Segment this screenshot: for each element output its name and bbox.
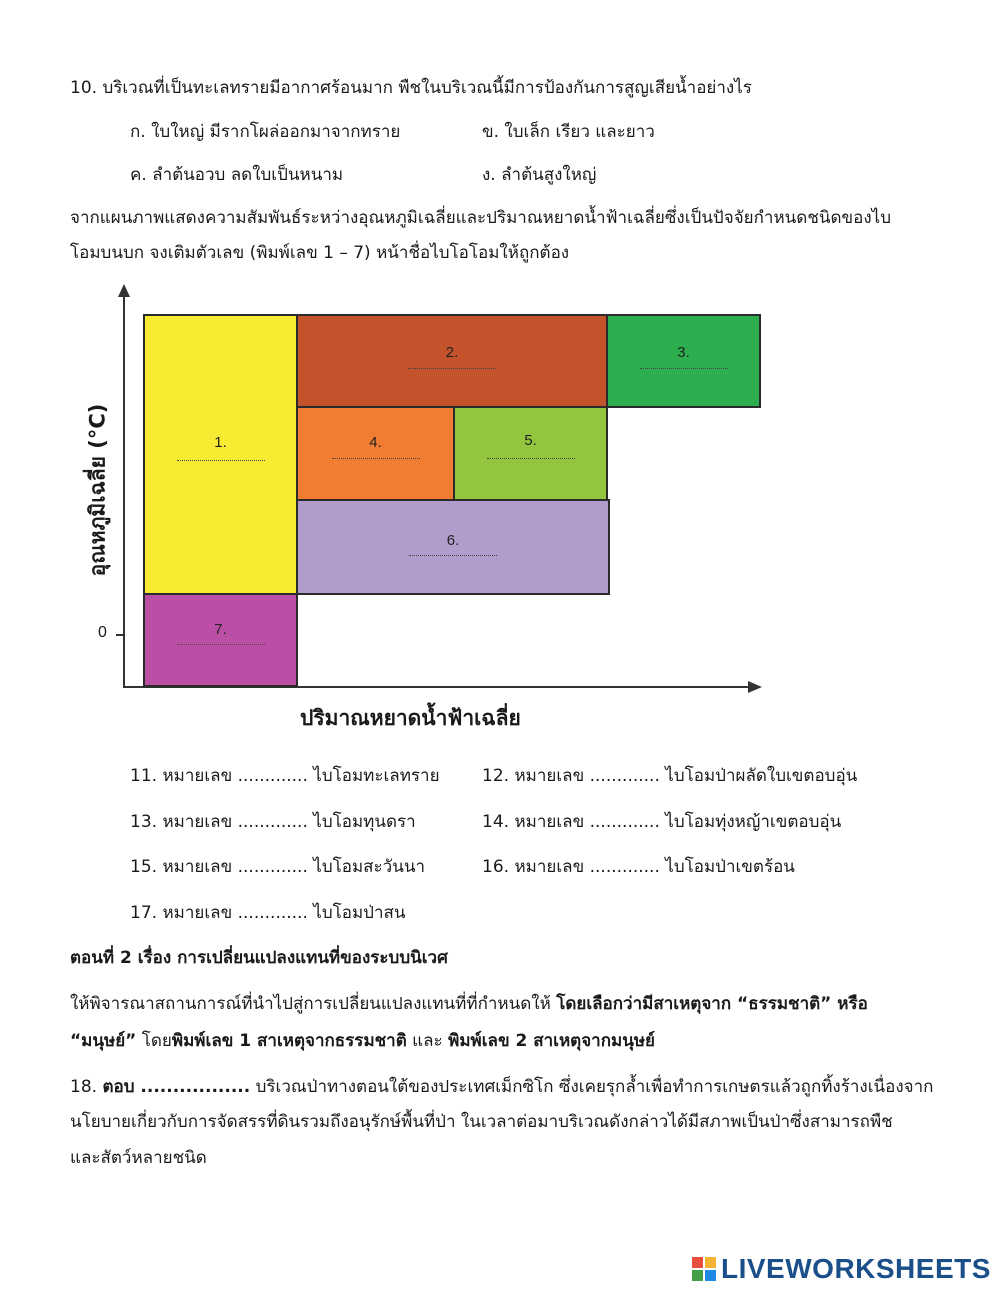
y-axis <box>123 294 125 687</box>
logo-square <box>705 1257 716 1268</box>
region-1-blank[interactable] <box>177 460 265 461</box>
brand-name: LIVEWORKSHEETS <box>721 1253 991 1284</box>
region-2 <box>296 314 608 408</box>
part-2-instruction-line-2 <box>70 1029 655 1053</box>
region-5-blank[interactable] <box>487 458 575 459</box>
region-4-label: 4. <box>369 434 382 451</box>
region-7-label: 7. <box>214 621 227 638</box>
region-1 <box>143 314 298 595</box>
x-axis-label: ปริมาณหยาดน้ำฟ้าเฉลี่ย <box>300 706 521 730</box>
biome-diagram <box>80 280 780 735</box>
logo-square <box>705 1270 716 1281</box>
instruction-text: และ <box>406 1031 449 1051</box>
region-3-blank[interactable] <box>640 368 728 369</box>
answer-11: 11. หมายเลข ............. ไบโอมทะเลทราย <box>130 766 440 786</box>
region-2-label: 2. <box>445 344 459 361</box>
option-c: ค. ลำต้นอวบ ลดใบเป็นหนาม <box>130 165 344 185</box>
region-1-label: 1. <box>214 434 227 451</box>
logo-square <box>692 1257 703 1268</box>
region-5-label: 5. <box>524 432 537 449</box>
part-2-title: ตอนที่ 2 เรื่อง การเปลี่ยนแปลงแทนที่ของระบบนิเวศ <box>70 948 448 968</box>
answer-16: 16. หมายเลข ............. ไบโอมป่าเขตร้อน <box>482 857 795 877</box>
question-18-text: บริเวณป่าทางตอนใต้ของประเทศเม็กซิโก ซึ่งเคยรุกล้ำเพื่อทำการเกษตรแล้วถูกทิ้งร้างเนื่องจาก <box>250 1077 934 1097</box>
y-axis-label: อุณหภูมิเฉลี่ย (°C) <box>85 403 110 577</box>
region-7 <box>143 593 298 687</box>
question-18-answer-blank[interactable]: ตอบ ................. <box>102 1077 251 1097</box>
answer-13: 13. หมายเลข ............. ไบโอมทุนดรา <box>130 812 416 832</box>
region-6-label: 6. <box>446 532 460 549</box>
option-b: ข. ใบเล็ก เรียว และยาว <box>482 122 655 142</box>
x-axis-arrow <box>748 681 762 693</box>
logo-icon <box>692 1257 716 1281</box>
region-3-label: 3. <box>677 344 690 361</box>
region-2-blank[interactable] <box>408 368 496 369</box>
instruction-text: โดย <box>136 1031 172 1051</box>
instruction-nature-code: พิมพ์เลข 1 สาเหตุจากธรรมชาติ <box>171 1031 407 1051</box>
instruction-line-2: โอมบนบก จงเติมตัวเลข (พิมพ์เลข 1 – 7) หน้าชื่อไบโอโอมให้ถูกต้อง <box>70 243 570 263</box>
question-18-number: 18. <box>70 1077 103 1097</box>
question-18-line-3: และสัตว์หลายชนิด <box>70 1148 207 1168</box>
option-d: ง. ลำต้นสูงใหญ่ <box>482 165 597 185</box>
instruction-text: ให้พิจารณาสถานการณ์ที่นำไปสู่การเปลี่ยนแปลงแทนที่ที่กำหนดให้ <box>70 994 557 1014</box>
answer-15: 15. หมายเลข ............. ไบโอมสะวันนา <box>130 857 425 877</box>
y-axis-arrow <box>118 284 130 297</box>
answer-17: 17. หมายเลข ............. ไบโอมป่าสน <box>130 903 406 923</box>
region-6-blank[interactable] <box>409 555 497 556</box>
option-a: ก. ใบใหญ่ มีรากโผล่ออกมาจากทราย <box>130 122 401 142</box>
answer-12: 12. หมายเลข ............. ไบโอมป่าผลัดใบเขตอบอุ่น <box>482 766 858 786</box>
region-4-blank[interactable] <box>332 458 420 459</box>
question-18-line-1 <box>70 1075 933 1099</box>
zero-tick <box>116 634 125 636</box>
zero-label: 0 <box>98 624 107 641</box>
region-4 <box>296 406 455 501</box>
logo-square <box>692 1270 703 1281</box>
question-18-line-2: นโยบายเกี่ยวกับการจัดสรรที่ดินรวมถึงอนุรักษ์พื้นที่ป่า ในเวลาต่อมาบริเวณดังกล่าวได้มีสภาพเป็นป่าซึ่งสามารถพืช <box>70 1112 893 1132</box>
question-10: 10. บริเวณที่เป็นทะเลทรายมีอากาศร้อนมาก พืชในบริเวณนี้มีการป้องกันการสูญเสียน้ำอย่างไร <box>70 78 752 98</box>
region-6 <box>296 499 610 595</box>
instruction-bold: โดยเลือกว่ามีสาเหตุจาก “ธรรมชาติ” หรือ <box>556 994 868 1014</box>
part-2-instruction-line-1 <box>70 992 868 1016</box>
region-3 <box>606 314 761 408</box>
instruction-human: “มนุษย์” <box>70 1031 137 1051</box>
liveworksheets-logo <box>692 1254 991 1284</box>
region-5 <box>453 406 608 501</box>
region-7-blank[interactable] <box>177 644 265 645</box>
instruction-human-code: พิมพ์เลข 2 สาเหตุจากมนุษย์ <box>448 1031 656 1051</box>
instruction-line-1: จากแผนภาพแสดงความสัมพันธ์ระหว่างอุณหภูมิเฉลี่ยและปริมาณหยาดน้ำฟ้าเฉลี่ยซึ่งเป็นปัจจัยกำหนดชนิดของไบ <box>70 208 891 228</box>
answer-14: 14. หมายเลข ............. ไบโอมทุ่งหญ้าเขตอบอุ่น <box>482 812 842 832</box>
